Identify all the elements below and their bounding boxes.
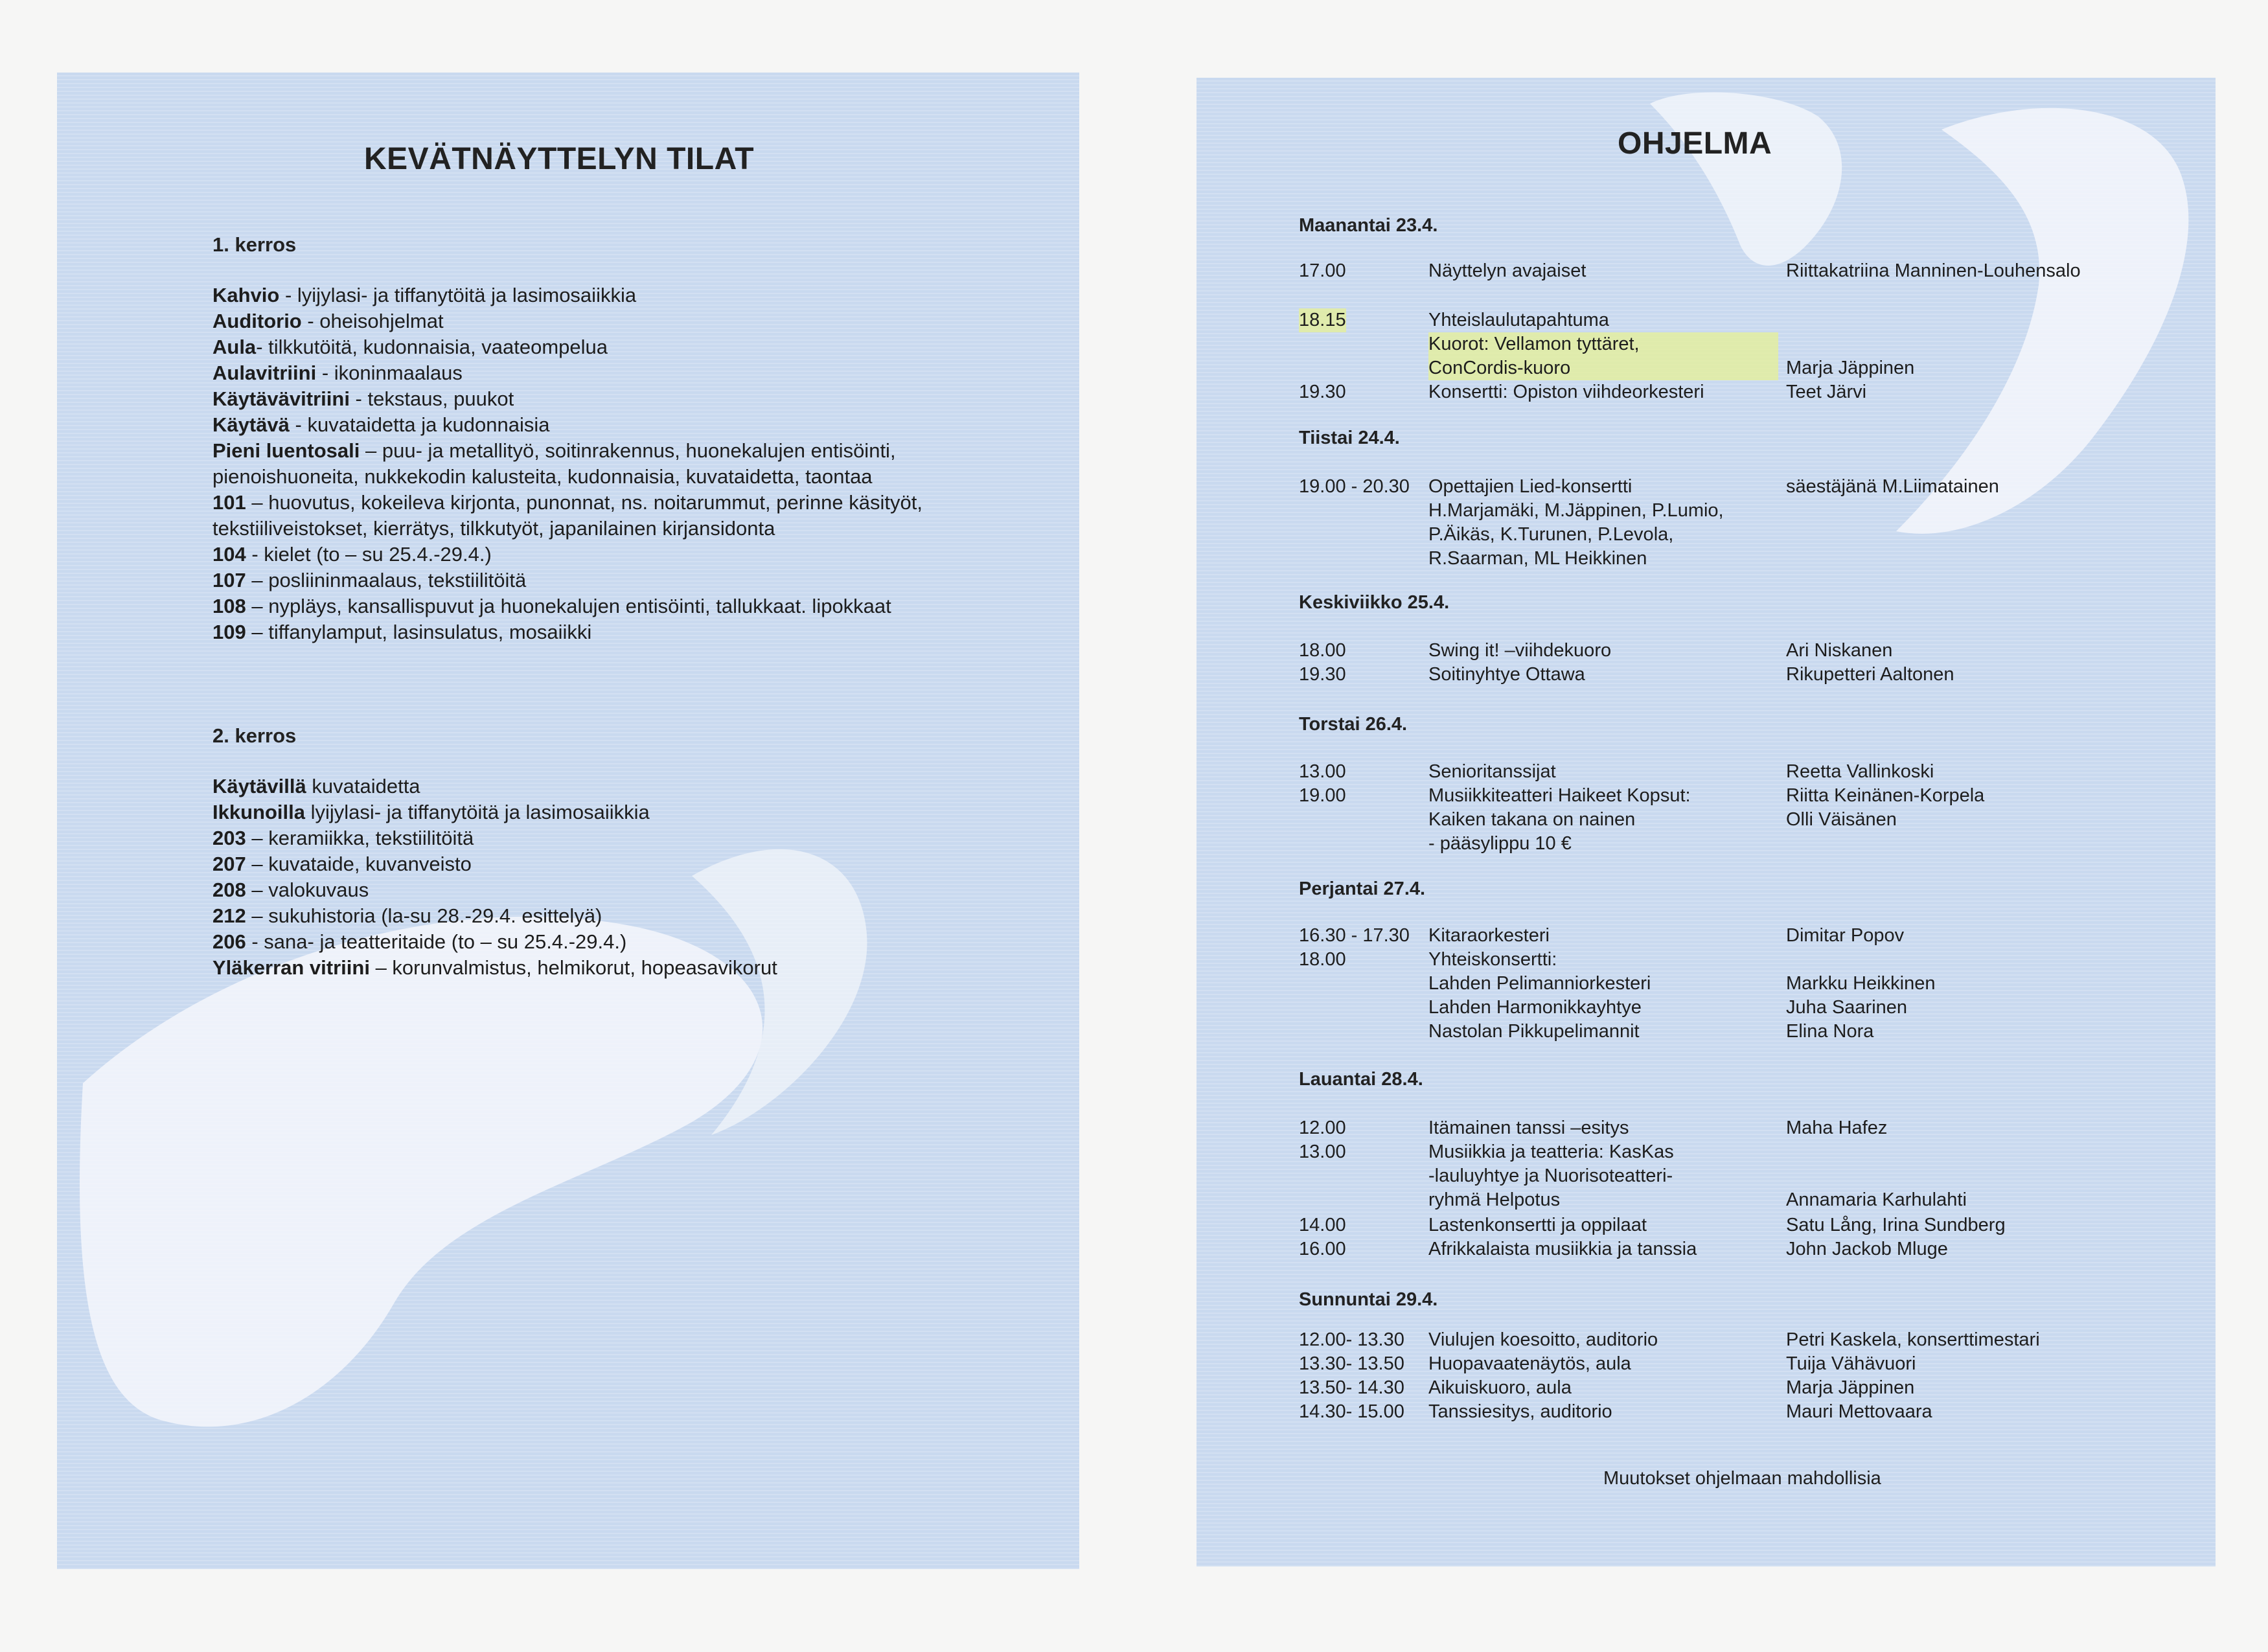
room-description: – korunvalmistus, helmikorut, hopeasavikorut: [369, 956, 777, 979]
event-performer: säestäjänä M.Liimatainen: [1786, 476, 1999, 497]
day-heading: Torstai 26.4.: [1299, 714, 1408, 735]
room-entry: [212, 308, 1055, 334]
event-description: Lastenkonsertti ja oppilaat: [1428, 1215, 1647, 1235]
event-performer: Rikupetteri Aaltonen: [1786, 664, 1954, 685]
room-entry: [212, 593, 1055, 619]
program-title: OHJELMA: [1618, 126, 1772, 161]
room-name: Käytävävitriini: [212, 387, 350, 410]
room-entry: [212, 851, 1055, 877]
room-name: 207: [212, 853, 246, 875]
room-name: Auditorio: [212, 310, 302, 332]
event-description: Tanssiesitys, auditorio: [1428, 1401, 1612, 1422]
room-name: Käytävä: [212, 413, 290, 436]
event-time: 13.50- 14.30: [1299, 1377, 1404, 1398]
room-description: – posliininmaalaus, tekstiilitöitä: [246, 569, 527, 591]
event-performer: Marja Jäppinen: [1786, 358, 1915, 378]
room-entry: [212, 903, 1055, 929]
left-page: [57, 73, 1079, 1569]
event-time: 16.30 - 17.30: [1299, 925, 1410, 946]
room-description: – kuvataide, kuvanveisto: [246, 853, 472, 875]
room-description: - tekstaus, puukot: [349, 387, 514, 410]
floor-1-room-list: [212, 282, 1055, 645]
room-name: Ikkunoilla: [212, 801, 305, 823]
event-performer: Teet Järvi: [1786, 382, 1867, 402]
room-entry: [212, 438, 1055, 464]
event-description: Näyttelyn avajaiset: [1428, 260, 1586, 281]
room-entry: [212, 386, 1055, 412]
room-name: Aula: [212, 336, 257, 358]
footer-note: Muutokset ohjelmaan mahdollisia: [1603, 1468, 1881, 1489]
event-time: 12.00: [1299, 1118, 1346, 1138]
room-name: Aulavitriini: [212, 361, 317, 384]
room-entry: [212, 490, 1055, 516]
event-description: Musiikkiteatteri Haikeet Kopsut: Kaiken takana on nainen - pääsylippu 10 €: [1428, 785, 1691, 854]
day-heading: Lauantai 28.4.: [1299, 1069, 1423, 1090]
day-heading: Sunnuntai 29.4.: [1299, 1289, 1438, 1310]
room-description: – nypläys, kansallispuvut ja huonekalujen entisöinti, tallukkaat. lipokkaat: [246, 595, 891, 617]
room-description: lyijylasi- ja tiffanytöitä ja lasimosaiikkia: [304, 801, 650, 823]
room-name: Yläkerran vitriini: [212, 956, 370, 979]
room-entry: [212, 929, 1055, 955]
event-performer: Annamaria Karhulahti: [1786, 1189, 1967, 1210]
event-description: Aikuiskuoro, aula: [1428, 1377, 1572, 1398]
room-description: – keramiikka, tekstiilitöitä: [246, 827, 474, 849]
room-description: - lyijylasi- ja tiffanytöitä ja lasimosaiikkia: [279, 284, 637, 306]
room-description: - ikoninmaalaus: [316, 361, 463, 384]
event-time: 16.00: [1299, 1239, 1346, 1259]
event-performer: Ari Niskanen: [1786, 640, 1893, 661]
event-description: Konsertti: Opiston viihdeorkesteri: [1428, 382, 1704, 402]
event-performer: John Jackob Mluge: [1786, 1239, 1948, 1259]
room-name: Käytävillä: [212, 775, 306, 797]
event-time: 12.00- 13.30: [1299, 1329, 1404, 1350]
room-description: pienoishuoneita, nukkekodin kalusteita, kudonnaisia, kuvataidetta, taontaa: [212, 465, 873, 488]
event-performer: Riitta Keinänen-Korpela Olli Väisänen: [1786, 785, 1985, 830]
day-heading: Maanantai 23.4.: [1299, 215, 1438, 236]
room-entry: [212, 619, 1055, 645]
room-entry: [212, 464, 1055, 490]
room-name: Pieni luentosali: [212, 439, 360, 462]
room-entry: [212, 825, 1055, 851]
event-performer: Dimitar Popov: [1786, 925, 1905, 946]
room-description: - tilkkutöitä, kudonnaisia, vaateompelua: [256, 336, 608, 358]
event-performer: Mauri Mettovaara: [1786, 1401, 1932, 1422]
event-performer: Riittakatriina Manninen-Louhensalo: [1786, 260, 2081, 281]
room-name: 107: [212, 569, 246, 591]
room-name: 203: [212, 827, 246, 849]
room-name: 208: [212, 878, 246, 901]
room-entry: [212, 360, 1055, 386]
right-page: [1197, 78, 2216, 1566]
room-name: 212: [212, 904, 246, 927]
floor-2-room-list: [212, 774, 1055, 981]
day-heading: Perjantai 27.4.: [1299, 878, 1426, 899]
room-description: kuvataidetta: [306, 775, 420, 797]
event-description: Swing it! –viihdekuoro: [1428, 640, 1612, 661]
event-performer: Maha Hafez: [1786, 1118, 1888, 1138]
day-heading: Tiistai 24.4.: [1299, 428, 1400, 448]
room-name: 108: [212, 595, 246, 617]
event-time: 17.00: [1299, 260, 1346, 281]
room-entry: [212, 799, 1055, 825]
event-description: Opettajien Lied-konsertti H.Marjamäki, M.Jäppinen, P.Lumio, P.Äikäs, K.Turunen, P.Levola, R.Saarman, ML Heikkinen: [1428, 476, 1724, 569]
event-description: Kitaraorkesteri: [1428, 925, 1550, 946]
event-time: 18.15: [1299, 308, 1346, 332]
event-time: 19.00 - 20.30: [1299, 476, 1410, 497]
event-description: Senioritanssijat: [1428, 761, 1556, 782]
event-time: 13.00: [1299, 761, 1346, 782]
room-name: 101: [212, 491, 246, 514]
room-entry: [212, 412, 1055, 438]
room-name: 109: [212, 621, 246, 643]
event-description: Viulujen koesoitto, auditorio: [1428, 1329, 1658, 1350]
room-entry: [212, 877, 1055, 903]
event-time: 13.00: [1299, 1141, 1346, 1162]
event-description: Soitinyhtye Ottawa: [1428, 664, 1585, 685]
event-description: Huopavaatenäytös, aula: [1428, 1353, 1631, 1374]
event-performer: Marja Jäppinen: [1786, 1377, 1915, 1398]
event-description: Musiikkia ja teatteria: KasKas -lauluyhtye ja Nuorisoteatteri- ryhmä Helpotus: [1428, 1141, 1674, 1210]
event-description: Itämainen tanssi –esitys: [1428, 1118, 1629, 1138]
room-entry: [212, 955, 1055, 981]
room-description: – tiffanylamput, lasinsulatus, mosaiikki: [246, 621, 592, 643]
room-description: – puu- ja metallityö, soitinrakennus, huonekalujen entisöinti,: [360, 439, 896, 462]
event-description: Yhteiskonsertti: Lahden Pelimanniorkesteri Lahden Harmonikkayhtye Nastolan Pikkupelimannit: [1428, 949, 1651, 1042]
room-entry: [212, 334, 1055, 360]
event-time: 19.30: [1299, 382, 1346, 402]
event-description: Afrikkalaista musiikkia ja tanssia: [1428, 1239, 1697, 1259]
room-description: – valokuvaus: [246, 878, 369, 901]
event-description: Yhteislaulutapahtuma Kuorot: Vellamon tyttäret, ConCordis-kuoro: [1428, 308, 1778, 380]
event-performer: Reetta Vallinkoski: [1786, 761, 1934, 782]
floor-2-heading: 2. kerros: [212, 724, 297, 747]
event-performer: Tuija Vähävuori: [1786, 1353, 1916, 1374]
room-description: – huovutus, kokeileva kirjonta, punonnat, ns. noitarummut, perinne käsityöt,: [246, 491, 922, 514]
room-entry: [212, 568, 1055, 593]
event-time: 19.00: [1299, 785, 1346, 806]
event-time: 13.30- 13.50: [1299, 1353, 1404, 1374]
room-description: - kielet (to – su 25.4.-29.4.): [246, 543, 492, 566]
room-entry: [212, 282, 1055, 308]
floor-1-heading: 1. kerros: [212, 233, 297, 256]
event-time: 14.30- 15.00: [1299, 1401, 1404, 1422]
event-time: 18.00: [1299, 640, 1346, 661]
room-entry: [212, 774, 1055, 799]
room-entry: [212, 542, 1055, 568]
room-name: 206: [212, 930, 246, 953]
room-description: - sana- ja teatteritaide (to – su 25.4.-29.4.): [246, 930, 627, 953]
room-entry: [212, 516, 1055, 542]
day-heading: Keskiviikko 25.4.: [1299, 592, 1450, 613]
room-name: 104: [212, 543, 246, 566]
room-name: Kahvio: [212, 284, 280, 306]
room-description: tekstiiliveistokset, kierrätys, tilkkutyöt, japanilainen kirjansidonta: [212, 517, 775, 540]
event-performer: Petri Kaskela, konserttimestari: [1786, 1329, 2040, 1350]
room-description: - oheisohjelmat: [301, 310, 444, 332]
event-time: 19.30: [1299, 664, 1346, 685]
event-performer: Satu Lång, Irina Sundberg: [1786, 1215, 2006, 1235]
room-description: – sukuhistoria (la-su 28.-29.4. esittelyä): [246, 904, 602, 927]
event-time: 18.00: [1299, 949, 1346, 970]
event-time: 14.00: [1299, 1215, 1346, 1235]
page-title: KEVÄTNÄYTTELYN TILAT: [364, 142, 755, 176]
event-performer: Markku Heikkinen Juha Saarinen Elina Nora: [1786, 973, 1936, 1042]
room-description: - kuvataidetta ja kudonnaisia: [289, 413, 550, 436]
